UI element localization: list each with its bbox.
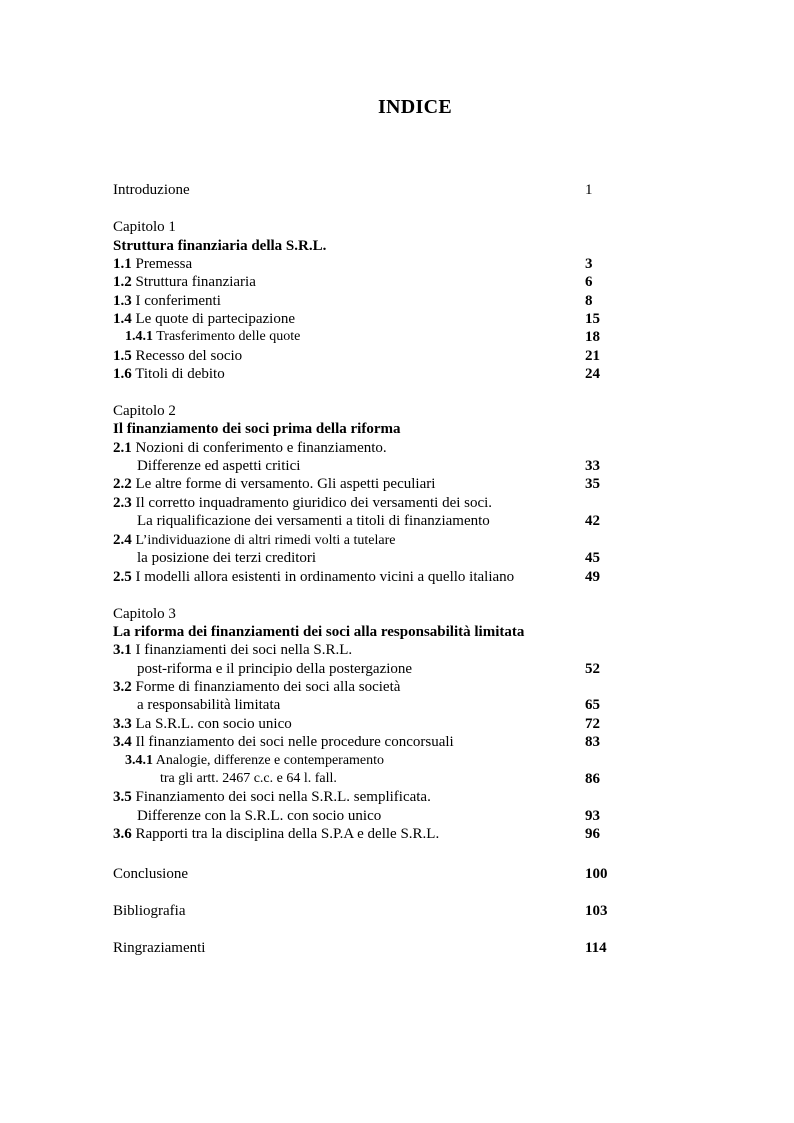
- section-number: 3.2: [113, 679, 132, 695]
- page-number: 93: [585, 808, 600, 824]
- toc-entry: [113, 788, 431, 806]
- chapter-heading: Capitolo 1: [113, 219, 176, 235]
- toc-entry: [113, 475, 435, 493]
- page-number: 42: [585, 513, 600, 529]
- section-number: 1.5: [113, 348, 132, 364]
- toc-entry: [113, 347, 242, 365]
- section-title-continued: la posizione dei terzi creditori: [137, 550, 317, 566]
- page-number: 18: [585, 329, 600, 345]
- page-number: 24: [585, 366, 600, 382]
- section-title: Trasferimento delle quote: [156, 329, 301, 344]
- section-title: Premessa: [135, 256, 193, 272]
- section-title-continued: Differenze ed aspetti critici: [137, 458, 301, 474]
- page-number: 15: [585, 311, 600, 327]
- page-number: 1: [585, 182, 593, 198]
- entry-label: Ringraziamenti: [113, 940, 206, 956]
- section-number: 1.4.1: [125, 329, 153, 344]
- toc-entry: [113, 678, 400, 696]
- section-number: 2.4: [113, 532, 132, 548]
- section-number: 2.1: [113, 440, 132, 456]
- section-number: 2.2: [113, 476, 132, 492]
- section-number: 2.5: [113, 569, 132, 585]
- entry-label: Conclusione: [113, 866, 188, 882]
- toc-entry: [113, 531, 395, 549]
- section-number: 1.4: [113, 311, 132, 327]
- page-number: 103: [585, 903, 608, 919]
- toc-entry: [113, 255, 192, 273]
- section-title: Nozioni di conferimento e finanziamento.: [135, 440, 387, 456]
- section-title: Struttura finanziaria: [135, 274, 256, 290]
- toc-entry: [113, 568, 514, 586]
- toc-entry: [125, 752, 384, 770]
- section-title: Titoli di debito: [135, 366, 225, 382]
- toc-entry-conclusione: [113, 865, 188, 883]
- toc-entry-introduzione: [113, 181, 190, 199]
- chapter-heading: Capitolo 3: [113, 606, 176, 622]
- toc-entry: [113, 310, 295, 328]
- section-title: Forme di finanziamento dei soci alla società: [135, 679, 401, 695]
- section-title: Finanziamento dei soci nella S.R.L. semplificata.: [135, 789, 431, 805]
- section-title: Il corretto inquadramento giuridico dei versamenti dei soci.: [135, 495, 493, 511]
- section-title-continued: Differenze con la S.R.L. con socio unico: [137, 808, 382, 824]
- section-title-continued: a responsabilità limitata: [137, 697, 281, 713]
- page-number: 114: [585, 940, 607, 956]
- section-title-continued: post-riforma e il principio della postergazione: [137, 661, 413, 677]
- section-title-continued: La riqualificazione dei versamenti a titoli di finanziamento: [137, 513, 490, 529]
- toc-entry: [113, 439, 387, 457]
- page-number: 72: [585, 716, 600, 732]
- chapter-title: La riforma dei finanziamenti dei soci alla responsabilità limitata: [113, 624, 525, 640]
- section-number: 3.1: [113, 642, 132, 658]
- chapter-title: Il finanziamento dei soci prima della riforma: [113, 421, 401, 437]
- section-number: 3.4.1: [125, 753, 153, 768]
- section-title: I modelli allora esistenti in ordinamento vicini a quello italiano: [135, 569, 515, 585]
- page-number: 49: [585, 569, 600, 585]
- section-title: I conferimenti: [135, 293, 221, 309]
- toc-entry: [125, 328, 300, 346]
- section-title-continued: tra gli artt. 2467 c.c. e 64 l. fall.: [160, 771, 337, 786]
- toc-entry: [113, 733, 454, 751]
- section-number: 1.6: [113, 366, 132, 382]
- section-number: 1.1: [113, 256, 132, 272]
- page-number: 3: [585, 256, 593, 272]
- section-title: Le quote di partecipazione: [135, 311, 296, 327]
- page-number: 86: [585, 771, 600, 787]
- page-number: 52: [585, 661, 600, 677]
- section-number: 3.5: [113, 789, 132, 805]
- toc-entry: [113, 273, 256, 291]
- toc-entry: [113, 715, 292, 733]
- toc-entry: [113, 365, 225, 383]
- page-number: 96: [585, 826, 600, 842]
- toc-entry: [113, 494, 492, 512]
- page-number: 83: [585, 734, 600, 750]
- toc-entry-ringraziamenti: [113, 939, 205, 957]
- chapter-title: Struttura finanziaria della S.R.L.: [113, 238, 327, 254]
- toc-entry-bibliografia: [113, 902, 185, 920]
- page-number: 65: [585, 697, 600, 713]
- page-number: 21: [585, 348, 600, 364]
- section-number: 2.3: [113, 495, 132, 511]
- section-title: L’individuazione di altri rimedi volti a tutelare: [135, 533, 396, 548]
- section-number: 3.3: [113, 716, 132, 732]
- section-title: Recesso del socio: [135, 348, 243, 364]
- toc-entry: [113, 825, 439, 843]
- section-title: Analogie, differenze e contemperamento: [155, 753, 385, 768]
- page-number: 100: [585, 866, 608, 882]
- page-number: 45: [585, 550, 600, 566]
- toc-entry: [113, 292, 221, 310]
- chapter-heading: Capitolo 2: [113, 403, 176, 419]
- page-number: 33: [585, 458, 600, 474]
- page-number: 35: [585, 476, 600, 492]
- section-number: 3.6: [113, 826, 132, 842]
- entry-label: Bibliografia: [113, 903, 186, 919]
- section-number: 1.2: [113, 274, 132, 290]
- section-number: 1.3: [113, 293, 132, 309]
- section-title: Il finanziamento dei soci nelle procedure concorsuali: [135, 734, 454, 750]
- page-number: 8: [585, 293, 593, 309]
- section-number: 3.4: [113, 734, 132, 750]
- page-title: INDICE: [377, 96, 453, 118]
- entry-label: Introduzione: [113, 182, 190, 198]
- section-title: I finanziamenti dei soci nella S.R.L.: [135, 642, 353, 658]
- section-title: Rapporti tra la disciplina della S.P.A e delle S.R.L.: [135, 826, 440, 842]
- toc-entry: [113, 641, 352, 659]
- page-number: 6: [585, 274, 593, 290]
- section-title: La S.R.L. con socio unico: [135, 716, 292, 732]
- section-title: Le altre forme di versamento. Gli aspetti peculiari: [135, 476, 436, 492]
